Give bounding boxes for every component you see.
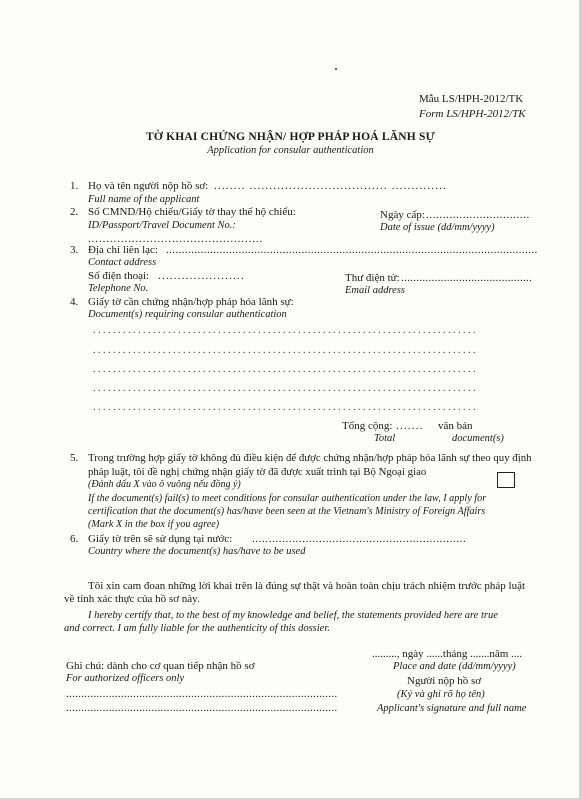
officer-note-label: Ghi chú: dành cho cơ quan tiếp nhận hồ sơ [66,660,255,672]
scan-speck [335,68,337,70]
item-1-number: 1. [70,180,79,192]
total-unit: văn bản [438,420,473,432]
item-6-label: Giấy tờ trên sẽ sử dụng tại nước: [88,533,233,545]
document-line[interactable]: ............................................................................. [93,325,478,336]
page-subtitle: Application for consular authentication [207,145,374,156]
total-label: Tổng cộng: [342,420,393,432]
declaration-vi-line-1: Tôi xin cam đoan những lời khai trên là đúng sự thật và hoàn toàn chịu trách nhiệm trước pháp luật [88,580,526,592]
document-line[interactable]: ............................................................................. [93,402,478,413]
item-3-label-en: Contact address [88,257,157,268]
total-unit-en: document(s) [452,433,504,444]
item-2-label-en: ID/Passport/Travel Document No.: [88,220,236,231]
item-3-label: Địa chỉ liên lạc: [88,244,158,256]
item-1-label-en: Full name of the applicant [88,194,200,205]
document-line[interactable]: ............................................................................. [93,383,478,394]
total-label-en: Total [374,433,396,444]
officer-line[interactable]: ......................................................................................... [66,702,338,714]
declaration-en-line-1: I hereby certify that, to the best of my knowledge and belief, the statements provided here are true [88,610,498,621]
item-2-field[interactable]: ................................................ [88,233,264,245]
item-2-number: 2. [70,206,79,218]
applicant-label: Người nộp hồ sơ [407,675,482,687]
item-4-label: Giấy tờ cần chứng nhận/hợp pháp hóa lãnh sự: [88,296,294,308]
item-2-label: Số CMND/Hộ chiếu/Giấy tờ thay thế hộ chiếu: [88,206,296,218]
item-5-number: 5. [70,452,79,464]
item-5-text-line-1: Trong trường hợp giấy tờ không đủ điều kiện để được chứng nhận/hợp pháp hóa lãnh sự theo quy định [88,452,532,464]
email-label: Thư điện tử: [345,272,400,284]
document-line[interactable]: ............................................................................. [93,345,478,356]
form-code-en: Form LS/HPH-2012/TK [419,108,526,120]
item-2-date-label: Ngày cấp: [380,209,425,221]
document-line[interactable]: ............................................................................. [93,364,478,375]
consent-checkbox[interactable] [497,472,515,488]
item-5-text-en-line-2: certification that the document(s) has/have been seen at the Vietnam's Ministry of Foreign Affairs [88,506,486,517]
declaration-en-line-2: and correct. I am fully liable for the authenticity of this dossier. [64,623,330,634]
item-2-date-label-en: Date of issue (dd/mm/yyyy) [380,222,495,233]
item-1-label: Họ và tên người nộp hồ sơ: [88,180,209,192]
officer-note-label-en: For authorized officers only [66,673,185,684]
item-5-note-en: (Mark X in the box if you agree) [88,519,220,530]
item-5-note: (Đánh dấu X vào ô vuông nếu đồng ý) [88,479,241,490]
signature-area[interactable] [380,716,530,764]
sign-note-vi: (Ký và ghi rõ họ tên) [397,689,485,700]
phone-label-en: Telephone No. [88,283,149,294]
item-1-field[interactable]: ........ ................................... .............. [214,180,448,192]
item-3-number: 3. [70,244,79,256]
item-6-label-en: Country where the document(s) has/have to be used [88,546,306,557]
sign-note-en: Applicant's signature and full name [377,703,527,714]
item-5-text-line-2: pháp luật, tôi đề nghị chứng nhận giấy tờ đã được xuất trình tại Bộ Ngoại giao [88,466,427,478]
page-title: TỜ KHAI CHỨNG NHẬN/ HỢP PHÁP HOÁ LÃNH SỰ [146,131,435,143]
item-6-number: 6. [70,533,79,545]
phone-label: Số điện thoại: [88,270,150,282]
phone-field[interactable]: ...................... [158,270,245,282]
item-5-text-en-line-1: If the document(s) fail(s) to meet conditions for consular authentication under the law, I apply for [88,493,487,504]
email-field[interactable]: ........................................... [401,272,533,284]
place-date-line[interactable]: ........., ngày ......tháng .......năm .... [372,648,523,660]
officer-line[interactable]: ......................................................................................... [66,688,338,700]
email-label-en: Email address [345,285,405,296]
total-field[interactable]: ....... [396,420,424,432]
item-2-date-field[interactable]: ............................... [426,209,530,221]
item-3-field[interactable]: ...................................................................................................................... [166,244,538,256]
form-code-vi: Mẫu LS/HPH-2012/TK [419,93,524,105]
item-6-field[interactable]: ................................................................ [252,533,467,545]
place-date-label-en: Place and date (dd/mm/yyyy) [393,661,516,672]
item-4-number: 4. [70,296,79,308]
declaration-vi-line-2: về tính xác thực của hồ sơ này. [64,593,200,605]
item-4-label-en: Document(s) requiring consular authentication [88,309,287,320]
